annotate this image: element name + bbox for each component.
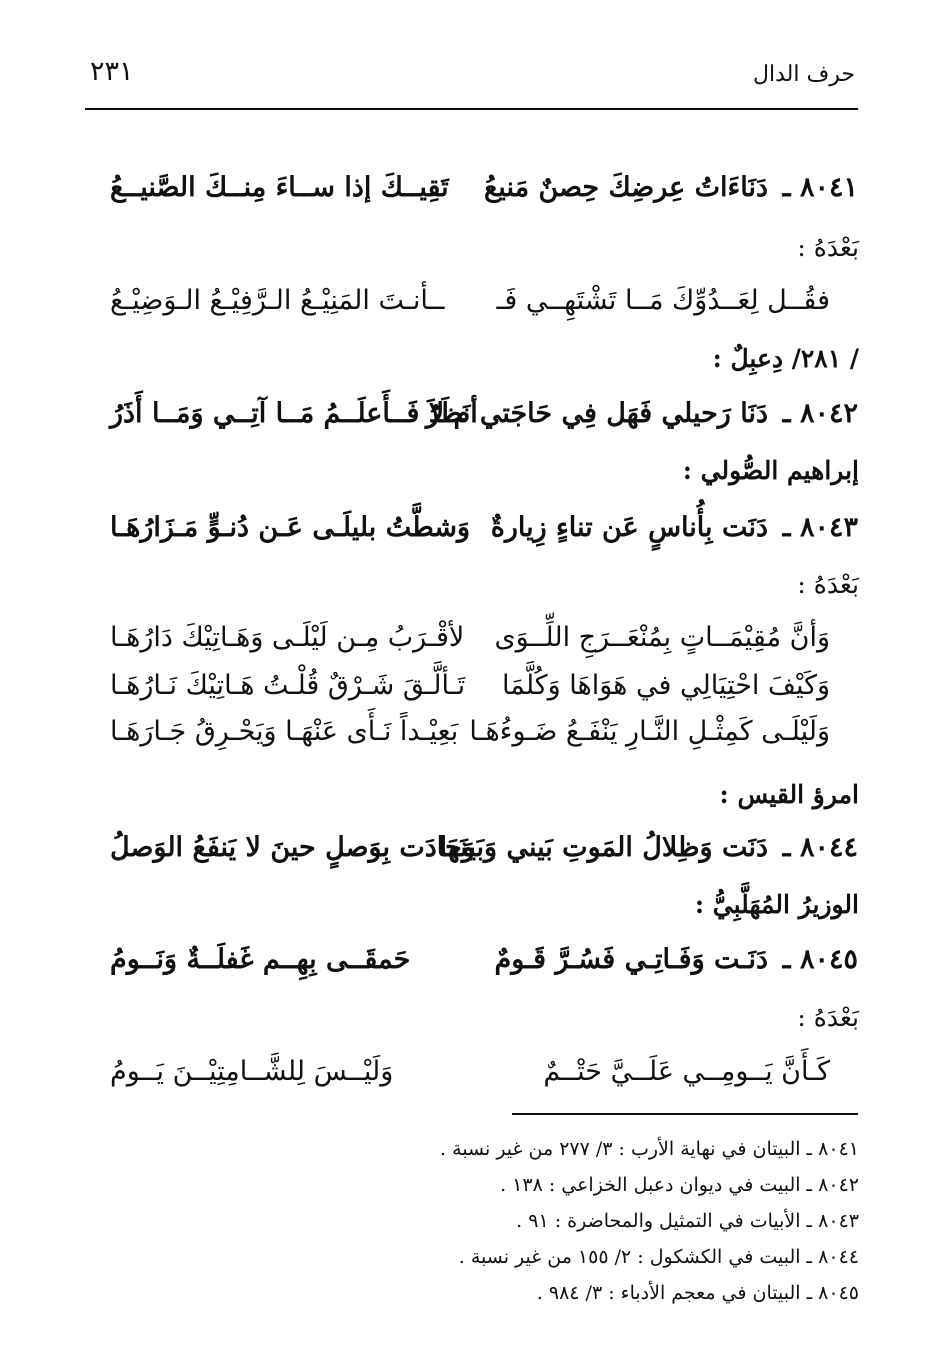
footnote: ٨٠٤٣ ـ الأبيات في التمثيل والمحاضرة : ٩١ . <box>516 1210 859 1232</box>
verse-8044 <box>110 832 858 878</box>
verse-8045 <box>110 944 858 990</box>
verse-first-hemistich: دَنَاءَاتُ عِرضِكَ حِصنٌ مَنيعُ <box>483 172 768 203</box>
verse-8043 <box>110 512 858 558</box>
verse-8043-continued-2 <box>110 670 858 716</box>
verse-second-hemistich: تَقِيــكَ إذا ســاءَ مِنــكَ الصَّنيــعُ <box>110 172 449 203</box>
attribution-imru-al-qays: امرؤ القيس : <box>719 780 859 809</box>
verse-number: ٨٠٤١ ـ <box>782 172 858 203</box>
attribution-suli: إبراهيم الصُّولي : <box>682 456 859 485</box>
verse-first-hemistich: وَأنَّ مُقِيْمَــاتٍ بِمُنْعَــرَجِ اللِّــوَى <box>494 622 830 653</box>
verse-8041 <box>110 172 858 218</box>
note-badahu: بَعْدَهُ : <box>797 233 859 262</box>
verse-number: ٨٠٤٢ ـ <box>782 398 858 429</box>
verse-first-hemistich: وَلَيْلَـى كَمِثْـلِ النَّـارِ يَنْفَـعُ ضَـوءُهَـا <box>469 716 830 747</box>
verse-second-hemistich: وَجَادَت بِوَصلٍ حينَ لا يَنفَعُ الوَصلُ <box>110 832 475 863</box>
verse-number: ٨٠٤٥ ـ <box>782 944 858 975</box>
verse-number: ٨٠٤٣ ـ <box>782 512 858 543</box>
verse-second-hemistich: أم لاَ فَــأَعلَــمُ مَــا آتِــي وَمَــا أَذَرُ <box>110 398 478 429</box>
running-header-title: حرف الدال <box>753 62 855 87</box>
verse-first-hemistich: دَنَت وَظِلالُ المَوتِ بَيني وَبَينَها <box>439 832 768 863</box>
verse-second-hemistich: بَعِيْـداً نَـأَى عَنْهَـا وَيَحْـرِقُ جَـارَهَـا <box>110 716 459 747</box>
page-number: ٢٣١ <box>90 56 134 87</box>
verse-8045-continued <box>110 1056 858 1102</box>
note-badahu: بَعْدَهُ : <box>797 570 859 599</box>
footnote-divider <box>512 1113 858 1115</box>
verse-first-hemistich: وَكَيْفَ احْتِيَالِي في هَوَاهَا وَكُلَّمَا <box>502 670 830 701</box>
footnote: ٨٠٤٥ ـ البيتان في معجم الأدباء : ٣/ ٩٨٤ . <box>536 1282 859 1304</box>
verse-second-hemistich: لأقْـرَبُ مِـن لَيْلَـى وَهَـاتِيْكَ دَارُهَـا <box>110 622 465 653</box>
verse-first-hemistich: دَنَا رَحيلي فَهَل فِي حَاجَتي نَظَرُ <box>425 398 768 429</box>
footnote: ٨٠٤٢ ـ البيت في ديوان دعبل الخزاعي : ١٣٨ . <box>500 1174 859 1196</box>
verse-first-hemistich: كَـأَنَّ يَــومِــي عَلَــيَّ حَتْــمٌ <box>543 1056 830 1087</box>
verse-second-hemistich: وَلَيْــسَ لِلشَّــامِتِيْــنَ يَــومُ <box>110 1056 394 1087</box>
attribution-dibil: / ٢٨١/ دِعبِلٌ : <box>712 344 859 373</box>
verse-8043-continued-3 <box>110 716 858 762</box>
verse-second-hemistich: ــأنـتَ المَنِيْـعُ الـرَّفِيْـعُ الـوَضِيْـعُ <box>110 285 445 316</box>
verse-8041-continued <box>110 285 858 331</box>
header-divider <box>85 108 858 110</box>
verse-first-hemistich: دَنَـت وَفَـاتِـي فَسُـرَّ قَـومٌ <box>494 944 768 975</box>
verse-8042 <box>110 398 858 444</box>
footnote: ٨٠٤١ ـ البيتان في نهاية الأرب : ٣/ ٢٧٧ من غير نسبة . <box>440 1138 859 1160</box>
verse-8043-continued-1 <box>110 622 858 668</box>
note-badahu: بَعْدَهُ : <box>797 1003 859 1032</box>
verse-second-hemistich: وَشطَّتُ بليلَـى عَـن دُنـوٍّ مَـزَارُهَـا <box>110 512 471 543</box>
verse-second-hemistich: حَمقَــى بِهِــم غَفلَــةٌ وَنَــومُ <box>110 944 411 975</box>
attribution-muhallabi: الوزيرُ المُهَلَّبِيُّ : <box>694 890 859 919</box>
verse-first-hemistich: فقُــل لِعَــدُوِّكَ مَــا تَشْتَهِــي فَـ <box>496 285 830 316</box>
verse-second-hemistich: تَـألَّـقَ شَـرْقٌ قُلْـتُ هَـاتِيْكَ نَـارُهَـا <box>110 670 466 701</box>
verse-number: ٨٠٤٤ ـ <box>782 832 858 863</box>
footnote: ٨٠٤٤ ـ البيت في الكشكول : ٢/ ١٥٥ من غير نسبة . <box>458 1246 859 1268</box>
verse-first-hemistich: دَنَت بِأُناسٍ عَن تناءٍ زِيارةٌ <box>490 512 768 543</box>
